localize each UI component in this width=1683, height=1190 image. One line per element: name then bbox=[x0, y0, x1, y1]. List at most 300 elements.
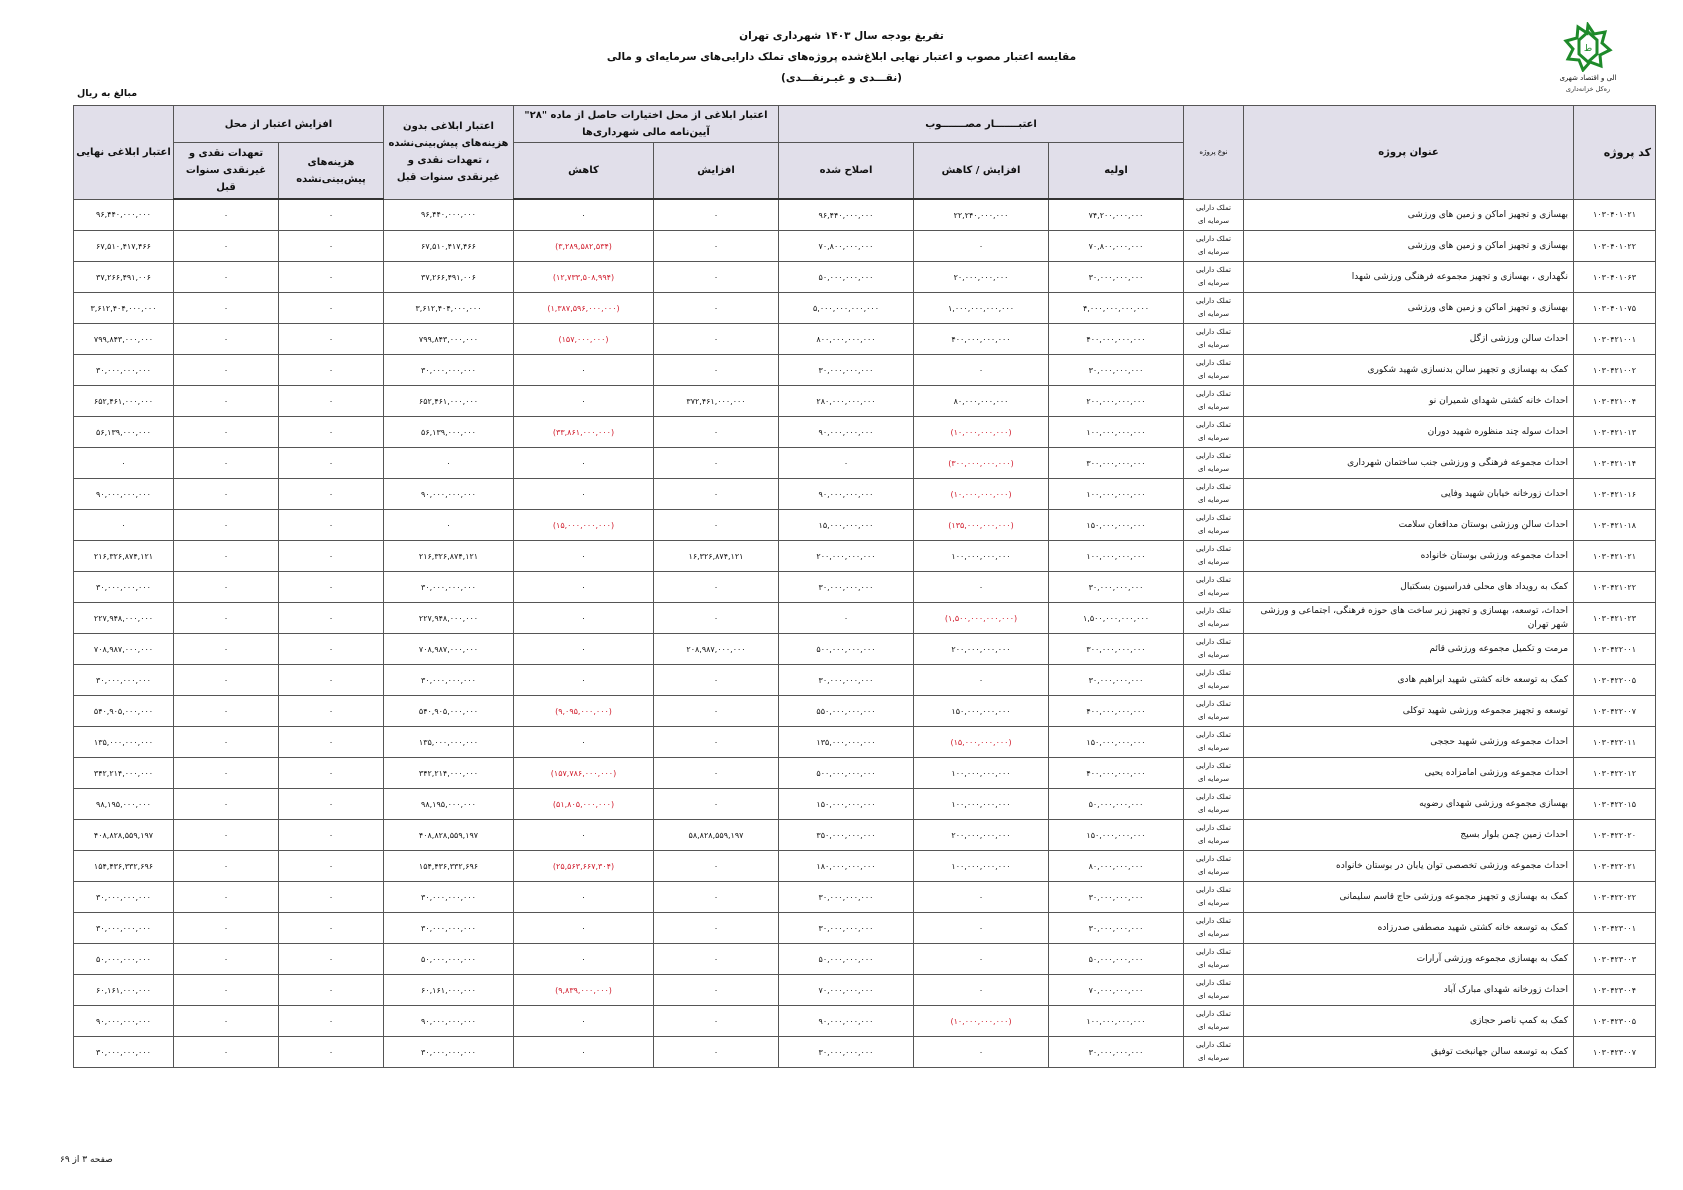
credit-without-unforeseen-cell: ۷۰۸,۹۸۷,۰۰۰,۰۰۰ bbox=[384, 634, 514, 665]
unforeseen-costs-cell: ۰ bbox=[279, 727, 384, 758]
credit-without-unforeseen-cell: ۳۴۲,۲۱۴,۰۰۰,۰۰۰ bbox=[384, 758, 514, 789]
project-title-cell: کمک به بهسازی و تجهیز مجموعه ورزشی حاج قاسم سلیمانی bbox=[1244, 882, 1574, 913]
prior-commitments-cell: ۰ bbox=[174, 882, 279, 913]
art28-increase-cell: ۰ bbox=[654, 448, 779, 479]
art28-decrease-cell: (۲۵,۵۶۳,۶۶۷,۳۰۴) bbox=[514, 851, 654, 882]
approved-initial-cell: ۷۴,۲۰۰,۰۰۰,۰۰۰ bbox=[1049, 199, 1184, 231]
approved-revised-cell: ۲۸۰,۰۰۰,۰۰۰,۰۰۰ bbox=[779, 386, 914, 417]
project-type-cell: تملک دارایی سرمایه ای bbox=[1184, 975, 1244, 1006]
table-row bbox=[74, 324, 1656, 355]
credit-without-unforeseen-cell: ۵۴۰,۹۰۵,۰۰۰,۰۰۰ bbox=[384, 696, 514, 727]
art28-decrease-cell: (۱۵۷,۰۰۰,۰۰۰) bbox=[514, 324, 654, 355]
project-title-cell: کمک به رویداد های محلی فدراسیون بسکتبال bbox=[1244, 572, 1574, 603]
project-type-cell: تملک دارایی سرمایه ای bbox=[1184, 665, 1244, 696]
approved-revised-cell: ۵۰۰,۰۰۰,۰۰۰,۰۰۰ bbox=[779, 634, 914, 665]
art28-increase-cell: ۱۶,۳۲۶,۸۷۴,۱۲۱ bbox=[654, 541, 779, 572]
project-title-cell: بهسازی و تجهیز اماکن و زمین های ورزشی bbox=[1244, 293, 1574, 324]
project-title-cell: احداث مجموعه ورزشی شهید حججی bbox=[1244, 727, 1574, 758]
municipality-logo bbox=[1533, 22, 1643, 95]
final-credit-cell: ۶۵۲,۴۶۱,۰۰۰,۰۰۰ bbox=[74, 386, 174, 417]
table-row bbox=[74, 448, 1656, 479]
unforeseen-costs-cell: ۰ bbox=[279, 820, 384, 851]
table-body bbox=[74, 199, 1656, 1068]
project-code-cell: ۱۰۳۰۴۲۲۰۲۰ bbox=[1574, 820, 1656, 851]
unforeseen-costs-cell: ۰ bbox=[279, 696, 384, 727]
approved-initial-cell: ۵۰,۰۰۰,۰۰۰,۰۰۰ bbox=[1049, 789, 1184, 820]
art28-decrease-cell: ۰ bbox=[514, 199, 654, 231]
prior-commitments-cell: ۰ bbox=[174, 510, 279, 541]
prior-commitments-cell: ۰ bbox=[174, 727, 279, 758]
col-header-art28-increase: افزایش bbox=[654, 143, 779, 200]
unforeseen-costs-cell: ۰ bbox=[279, 758, 384, 789]
final-credit-cell: ۲۲۷,۹۴۸,۰۰۰,۰۰۰ bbox=[74, 603, 174, 634]
project-title-cell: کمک به توسعه خانه کشتی شهید ابراهیم هادی bbox=[1244, 665, 1574, 696]
prior-commitments-cell: ۰ bbox=[174, 231, 279, 262]
art28-decrease-cell: (۱۲,۷۳۳,۵۰۸,۹۹۴) bbox=[514, 262, 654, 293]
prior-commitments-cell: ۰ bbox=[174, 324, 279, 355]
approved-revised-cell: ۵۰۰,۰۰۰,۰۰۰,۰۰۰ bbox=[779, 758, 914, 789]
art28-increase-cell: ۳۷۲,۴۶۱,۰۰۰,۰۰۰ bbox=[654, 386, 779, 417]
approved-change-cell: ۰ bbox=[914, 1037, 1049, 1068]
prior-commitments-cell: ۰ bbox=[174, 355, 279, 386]
art28-decrease-cell: ۰ bbox=[514, 355, 654, 386]
final-credit-cell: ۳۴۲,۲۱۴,۰۰۰,۰۰۰ bbox=[74, 758, 174, 789]
approved-change-cell: ۰ bbox=[914, 944, 1049, 975]
final-credit-cell: ۳۰,۰۰۰,۰۰۰,۰۰۰ bbox=[74, 1037, 174, 1068]
prior-commitments-cell: ۰ bbox=[174, 913, 279, 944]
art28-increase-cell: ۰ bbox=[654, 913, 779, 944]
table-row bbox=[74, 975, 1656, 1006]
approved-initial-cell: ۸۰,۰۰۰,۰۰۰,۰۰۰ bbox=[1049, 851, 1184, 882]
table-row bbox=[74, 541, 1656, 572]
art28-decrease-cell: (۱۵,۰۰۰,۰۰۰,۰۰۰) bbox=[514, 510, 654, 541]
project-code-cell: ۱۰۳۰۴۲۱۰۱۶ bbox=[1574, 479, 1656, 510]
approved-initial-cell: ۳۰۰,۰۰۰,۰۰۰,۰۰۰ bbox=[1049, 634, 1184, 665]
art28-decrease-cell: (۱۵۷,۷۸۶,۰۰۰,۰۰۰) bbox=[514, 758, 654, 789]
prior-commitments-cell: ۰ bbox=[174, 417, 279, 448]
approved-change-cell: ۱۵۰,۰۰۰,۰۰۰,۰۰۰ bbox=[914, 696, 1049, 727]
project-code-cell: ۱۰۳۰۴۲۳۰۰۳ bbox=[1574, 944, 1656, 975]
prior-commitments-cell: ۰ bbox=[174, 262, 279, 293]
project-type-cell: تملک دارایی سرمایه ای bbox=[1184, 199, 1244, 231]
final-credit-cell: ۳۰,۰۰۰,۰۰۰,۰۰۰ bbox=[74, 913, 174, 944]
title-line-3: (نقـــدی و غیـرنقـــدی) bbox=[781, 72, 902, 84]
approved-revised-cell: ۸۰۰,۰۰۰,۰۰۰,۰۰۰ bbox=[779, 324, 914, 355]
table-row bbox=[74, 944, 1656, 975]
art28-increase-cell: ۰ bbox=[654, 851, 779, 882]
art28-decrease-cell: ۰ bbox=[514, 572, 654, 603]
credit-without-unforeseen-cell: ۵۰,۰۰۰,۰۰۰,۰۰۰ bbox=[384, 944, 514, 975]
approved-revised-cell: ۹۰,۰۰۰,۰۰۰,۰۰۰ bbox=[779, 417, 914, 448]
credit-without-unforeseen-cell: ۳۰,۰۰۰,۰۰۰,۰۰۰ bbox=[384, 355, 514, 386]
unforeseen-costs-cell: ۰ bbox=[279, 572, 384, 603]
prior-commitments-cell: ۰ bbox=[174, 448, 279, 479]
table-row bbox=[74, 1006, 1656, 1037]
col-group-article28: اعتبار ابلاغی از محل اختیارات حاصل از ماده "۲۸" آیین‌نامه مالی شهرداری‌ها bbox=[514, 106, 779, 143]
approved-initial-cell: ۳۰,۰۰۰,۰۰۰,۰۰۰ bbox=[1049, 665, 1184, 696]
approved-change-cell: (۱۵,۰۰۰,۰۰۰,۰۰۰) bbox=[914, 727, 1049, 758]
art28-increase-cell: ۰ bbox=[654, 789, 779, 820]
approved-revised-cell: ۳۵۰,۰۰۰,۰۰۰,۰۰۰ bbox=[779, 820, 914, 851]
approved-revised-cell: ۳۰,۰۰۰,۰۰۰,۰۰۰ bbox=[779, 355, 914, 386]
approved-change-cell: ۱۰۰,۰۰۰,۰۰۰,۰۰۰ bbox=[914, 789, 1049, 820]
art28-decrease-cell: (۵۱,۸۰۵,۰۰۰,۰۰۰) bbox=[514, 789, 654, 820]
final-credit-cell: ۵۴۰,۹۰۵,۰۰۰,۰۰۰ bbox=[74, 696, 174, 727]
project-type-cell: تملک دارایی سرمایه ای bbox=[1184, 851, 1244, 882]
approved-change-cell: ۱۰۰,۰۰۰,۰۰۰,۰۰۰ bbox=[914, 851, 1049, 882]
project-code-cell: ۱۰۳۰۴۲۱۰۱۸ bbox=[1574, 510, 1656, 541]
logo-line-2: رەکل خزانەداری bbox=[1565, 85, 1611, 93]
approved-initial-cell: ۳۰,۰۰۰,۰۰۰,۰۰۰ bbox=[1049, 1037, 1184, 1068]
art28-decrease-cell: (۱,۳۸۷,۵۹۶,۰۰۰,۰۰۰) bbox=[514, 293, 654, 324]
project-title-cell: احداث، توسعه، بهسازی و تجهیز زیر ساخت های حوزه فرهنگی، اجتماعی و ورزشی شهر تهران bbox=[1244, 603, 1574, 634]
approved-initial-cell: ۱۵۰,۰۰۰,۰۰۰,۰۰۰ bbox=[1049, 510, 1184, 541]
project-type-cell: تملک دارایی سرمایه ای bbox=[1184, 1006, 1244, 1037]
prior-commitments-cell: ۰ bbox=[174, 696, 279, 727]
art28-decrease-cell: (۹,۸۳۹,۰۰۰,۰۰۰) bbox=[514, 975, 654, 1006]
table-row bbox=[74, 789, 1656, 820]
credit-without-unforeseen-cell: ۱۳۵,۰۰۰,۰۰۰,۰۰۰ bbox=[384, 727, 514, 758]
project-title-cell: بهسازی مجموعه ورزشی شهدای رضویه bbox=[1244, 789, 1574, 820]
final-credit-cell: ۳,۶۱۲,۴۰۴,۰۰۰,۰۰۰ bbox=[74, 293, 174, 324]
art28-decrease-cell: (۳,۲۸۹,۵۸۲,۵۳۴) bbox=[514, 231, 654, 262]
art28-increase-cell: ۰ bbox=[654, 262, 779, 293]
approved-initial-cell: ۲۰۰,۰۰۰,۰۰۰,۰۰۰ bbox=[1049, 386, 1184, 417]
credit-without-unforeseen-cell: ۰ bbox=[384, 510, 514, 541]
final-credit-cell: ۴۰۸,۸۲۸,۵۵۹,۱۹۷ bbox=[74, 820, 174, 851]
approved-change-cell: (۱,۵۰۰,۰۰۰,۰۰۰,۰۰۰) bbox=[914, 603, 1049, 634]
approved-revised-cell: ۱۵۰,۰۰۰,۰۰۰,۰۰۰ bbox=[779, 789, 914, 820]
art28-decrease-cell: ۰ bbox=[514, 882, 654, 913]
art28-decrease-cell: ۰ bbox=[514, 479, 654, 510]
project-code-cell: ۱۰۳۰۴۲۱۰۱۴ bbox=[1574, 448, 1656, 479]
credit-without-unforeseen-cell: ۳۷,۲۶۶,۴۹۱,۰۰۶ bbox=[384, 262, 514, 293]
approved-initial-cell: ۱۰۰,۰۰۰,۰۰۰,۰۰۰ bbox=[1049, 479, 1184, 510]
project-type-cell: تملک دارایی سرمایه ای bbox=[1184, 913, 1244, 944]
approved-initial-cell: ۵۰,۰۰۰,۰۰۰,۰۰۰ bbox=[1049, 944, 1184, 975]
project-code-cell: ۱۰۳۰۴۲۲۰۰۱ bbox=[1574, 634, 1656, 665]
approved-revised-cell: ۹۶,۴۴۰,۰۰۰,۰۰۰ bbox=[779, 199, 914, 231]
approved-initial-cell: ۱۰۰,۰۰۰,۰۰۰,۰۰۰ bbox=[1049, 541, 1184, 572]
art28-increase-cell: ۰ bbox=[654, 603, 779, 634]
project-title-cell: کمک به کمپ ناصر حجازی bbox=[1244, 1006, 1574, 1037]
final-credit-cell: ۱۳۵,۰۰۰,۰۰۰,۰۰۰ bbox=[74, 727, 174, 758]
approved-initial-cell: ۳۰,۰۰۰,۰۰۰,۰۰۰ bbox=[1049, 913, 1184, 944]
final-credit-cell: ۹۶,۴۴۰,۰۰۰,۰۰۰ bbox=[74, 199, 174, 231]
final-credit-cell: ۶۷,۵۱۰,۴۱۷,۴۶۶ bbox=[74, 231, 174, 262]
approved-revised-cell: ۰ bbox=[779, 448, 914, 479]
project-title-cell: احداث مجموعه فرهنگی و ورزشی جنب ساختمان شهرداری bbox=[1244, 448, 1574, 479]
credit-without-unforeseen-cell: ۹۶,۴۴۰,۰۰۰,۰۰۰ bbox=[384, 199, 514, 231]
unforeseen-costs-cell: ۰ bbox=[279, 231, 384, 262]
credit-without-unforeseen-cell: ۴۰۸,۸۲۸,۵۵۹,۱۹۷ bbox=[384, 820, 514, 851]
approved-initial-cell: ۴۰۰,۰۰۰,۰۰۰,۰۰۰ bbox=[1049, 696, 1184, 727]
final-credit-cell: ۷۹۹,۸۴۳,۰۰۰,۰۰۰ bbox=[74, 324, 174, 355]
approved-change-cell: ۱,۰۰۰,۰۰۰,۰۰۰,۰۰۰ bbox=[914, 293, 1049, 324]
project-code-cell: ۱۰۳۰۴۲۳۰۰۱ bbox=[1574, 913, 1656, 944]
approved-change-cell: ۰ bbox=[914, 913, 1049, 944]
approved-revised-cell: ۱۳۵,۰۰۰,۰۰۰,۰۰۰ bbox=[779, 727, 914, 758]
table-row bbox=[74, 479, 1656, 510]
final-credit-cell: ۹۰,۰۰۰,۰۰۰,۰۰۰ bbox=[74, 479, 174, 510]
final-credit-cell: ۳۰,۰۰۰,۰۰۰,۰۰۰ bbox=[74, 355, 174, 386]
prior-commitments-cell: ۰ bbox=[174, 789, 279, 820]
project-title-cell: کمک به بهسازی و تجهیز سالن بدنسازی شهید شکوری bbox=[1244, 355, 1574, 386]
final-credit-cell: ۹۰,۰۰۰,۰۰۰,۰۰۰ bbox=[74, 1006, 174, 1037]
approved-revised-cell: ۳۰,۰۰۰,۰۰۰,۰۰۰ bbox=[779, 572, 914, 603]
art28-increase-cell: ۰ bbox=[654, 882, 779, 913]
art28-increase-cell: ۵۸,۸۲۸,۵۵۹,۱۹۷ bbox=[654, 820, 779, 851]
credit-without-unforeseen-cell: ۲۲۷,۹۴۸,۰۰۰,۰۰۰ bbox=[384, 603, 514, 634]
approved-revised-cell: ۳۰,۰۰۰,۰۰۰,۰۰۰ bbox=[779, 665, 914, 696]
project-type-cell: تملک دارایی سرمایه ای bbox=[1184, 882, 1244, 913]
project-type-cell: تملک دارایی سرمایه ای bbox=[1184, 758, 1244, 789]
approved-revised-cell: ۱۵,۰۰۰,۰۰۰,۰۰۰ bbox=[779, 510, 914, 541]
project-type-cell: تملک دارایی سرمایه ای bbox=[1184, 603, 1244, 634]
approved-change-cell: (۱۰,۰۰۰,۰۰۰,۰۰۰) bbox=[914, 479, 1049, 510]
art28-increase-cell: ۰ bbox=[654, 727, 779, 758]
final-credit-cell: ۰ bbox=[74, 448, 174, 479]
approved-revised-cell: ۵۰,۰۰۰,۰۰۰,۰۰۰ bbox=[779, 262, 914, 293]
prior-commitments-cell: ۰ bbox=[174, 1006, 279, 1037]
approved-change-cell: ۰ bbox=[914, 355, 1049, 386]
project-code-cell: ۱۰۳۰۴۲۳۰۰۵ bbox=[1574, 1006, 1656, 1037]
approved-change-cell: ۸۰,۰۰۰,۰۰۰,۰۰۰ bbox=[914, 386, 1049, 417]
project-type-cell: تملک دارایی سرمایه ای bbox=[1184, 944, 1244, 975]
final-credit-cell: ۵۰,۰۰۰,۰۰۰,۰۰۰ bbox=[74, 944, 174, 975]
prior-commitments-cell: ۰ bbox=[174, 1037, 279, 1068]
col-group-approved: اعتبـــــــار مصـــــــوب bbox=[779, 106, 1184, 143]
project-code-cell: ۱۰۳۰۴۲۲۰۱۵ bbox=[1574, 789, 1656, 820]
table-row bbox=[74, 1037, 1656, 1068]
project-title-cell: احداث مجموعه ورزشی بوستان خانواده bbox=[1244, 541, 1574, 572]
project-code-cell: ۱۰۳۰۴۲۱۰۲۲ bbox=[1574, 572, 1656, 603]
final-credit-cell: ۳۰,۰۰۰,۰۰۰,۰۰۰ bbox=[74, 572, 174, 603]
table-row bbox=[74, 758, 1656, 789]
unforeseen-costs-cell: ۰ bbox=[279, 293, 384, 324]
table-row bbox=[74, 510, 1656, 541]
col-header-code: کد پروژه bbox=[1574, 106, 1656, 200]
approved-initial-cell: ۳۰,۰۰۰,۰۰۰,۰۰۰ bbox=[1049, 572, 1184, 603]
art28-decrease-cell: ۰ bbox=[514, 944, 654, 975]
unforeseen-costs-cell: ۰ bbox=[279, 479, 384, 510]
art28-increase-cell: ۰ bbox=[654, 1037, 779, 1068]
final-credit-cell: ۳۰,۰۰۰,۰۰۰,۰۰۰ bbox=[74, 882, 174, 913]
project-code-cell: ۱۰۳۰۴۲۲۰۰۷ bbox=[1574, 696, 1656, 727]
table-row bbox=[74, 634, 1656, 665]
approved-revised-cell: ۹۰,۰۰۰,۰۰۰,۰۰۰ bbox=[779, 1006, 914, 1037]
unforeseen-costs-cell: ۰ bbox=[279, 1006, 384, 1037]
unforeseen-costs-cell: ۰ bbox=[279, 913, 384, 944]
approved-change-cell: ۲۲,۲۴۰,۰۰۰,۰۰۰ bbox=[914, 199, 1049, 231]
art28-increase-cell: ۰ bbox=[654, 758, 779, 789]
art28-increase-cell: ۰ bbox=[654, 696, 779, 727]
table-row bbox=[74, 355, 1656, 386]
art28-increase-cell: ۰ bbox=[654, 665, 779, 696]
art28-decrease-cell: (۳۳,۸۶۱,۰۰۰,۰۰۰) bbox=[514, 417, 654, 448]
approved-change-cell: ۲۰۰,۰۰۰,۰۰۰,۰۰۰ bbox=[914, 634, 1049, 665]
project-code-cell: ۱۰۳۰۴۲۱۰۱۳ bbox=[1574, 417, 1656, 448]
unforeseen-costs-cell: ۰ bbox=[279, 944, 384, 975]
art28-increase-cell: ۰ bbox=[654, 479, 779, 510]
project-type-cell: تملک دارایی سرمایه ای bbox=[1184, 293, 1244, 324]
approved-initial-cell: ۳۰۰,۰۰۰,۰۰۰,۰۰۰ bbox=[1049, 448, 1184, 479]
approved-change-cell: ۰ bbox=[914, 231, 1049, 262]
approved-initial-cell: ۴۰۰,۰۰۰,۰۰۰,۰۰۰ bbox=[1049, 758, 1184, 789]
approved-change-cell: (۱۰,۰۰۰,۰۰۰,۰۰۰) bbox=[914, 417, 1049, 448]
project-code-cell: ۱۰۳۰۴۲۱۰۰۲ bbox=[1574, 355, 1656, 386]
approved-revised-cell: ۳۰,۰۰۰,۰۰۰,۰۰۰ bbox=[779, 882, 914, 913]
art28-decrease-cell: ۰ bbox=[514, 913, 654, 944]
project-title-cell: بهسازی و تجهیز اماکن و زمین های ورزشی bbox=[1244, 199, 1574, 231]
art28-increase-cell: ۰ bbox=[654, 293, 779, 324]
credit-without-unforeseen-cell: ۶۰,۱۶۱,۰۰۰,۰۰۰ bbox=[384, 975, 514, 1006]
project-title-cell: مرمت و تکمیل مجموعه ورزشی قائم bbox=[1244, 634, 1574, 665]
table-row bbox=[74, 293, 1656, 324]
currency-unit-note: مبالغ به ریال bbox=[77, 88, 138, 99]
approved-revised-cell: ۵۰,۰۰۰,۰۰۰,۰۰۰ bbox=[779, 944, 914, 975]
project-type-cell: تملک دارایی سرمایه ای bbox=[1184, 417, 1244, 448]
col-header-change: افزایش / کاهش bbox=[914, 143, 1049, 200]
prior-commitments-cell: ۰ bbox=[174, 634, 279, 665]
col-header-initial: اولیه bbox=[1049, 143, 1184, 200]
art28-increase-cell: ۰ bbox=[654, 510, 779, 541]
col-header-unforeseen: هزینه‌های پیش‌بینی‌نشده bbox=[279, 143, 384, 200]
final-credit-cell: ۰ bbox=[74, 510, 174, 541]
table-row bbox=[74, 696, 1656, 727]
approved-initial-cell: ۱,۵۰۰,۰۰۰,۰۰۰,۰۰۰ bbox=[1049, 603, 1184, 634]
prior-commitments-cell: ۰ bbox=[174, 944, 279, 975]
approved-change-cell: ۰ bbox=[914, 572, 1049, 603]
art28-decrease-cell: (۹,۰۹۵,۰۰۰,۰۰۰) bbox=[514, 696, 654, 727]
project-type-cell: تملک دارایی سرمایه ای bbox=[1184, 355, 1244, 386]
unforeseen-costs-cell: ۰ bbox=[279, 665, 384, 696]
approved-change-cell: ۰ bbox=[914, 665, 1049, 696]
project-type-cell: تملک دارایی سرمایه ای bbox=[1184, 262, 1244, 293]
table-row bbox=[74, 417, 1656, 448]
table-row bbox=[74, 199, 1656, 231]
art28-decrease-cell: ۰ bbox=[514, 634, 654, 665]
prior-commitments-cell: ۰ bbox=[174, 975, 279, 1006]
col-header-title: عنوان پروژه bbox=[1244, 106, 1574, 200]
project-code-cell: ۱۰۳۰۴۰۱۰۶۳ bbox=[1574, 262, 1656, 293]
final-credit-cell: ۷۰۸,۹۸۷,۰۰۰,۰۰۰ bbox=[74, 634, 174, 665]
project-type-cell: تملک دارایی سرمایه ای bbox=[1184, 541, 1244, 572]
table-row bbox=[74, 386, 1656, 417]
final-credit-cell: ۲۱۶,۳۲۶,۸۷۴,۱۲۱ bbox=[74, 541, 174, 572]
project-type-cell: تملک دارایی سرمایه ای bbox=[1184, 448, 1244, 479]
prior-commitments-cell: ۰ bbox=[174, 479, 279, 510]
final-credit-cell: ۱۵۴,۴۳۶,۳۳۲,۶۹۶ bbox=[74, 851, 174, 882]
art28-decrease-cell: ۰ bbox=[514, 386, 654, 417]
approved-change-cell: ۰ bbox=[914, 975, 1049, 1006]
project-type-cell: تملک دارایی سرمایه ای bbox=[1184, 231, 1244, 262]
table-row bbox=[74, 882, 1656, 913]
title-line-2: مقایسه اعتبار مصوب و اعتبار نهایی ابلاغ‌شده پروژه‌های تملک دارایی‌های سرمایه‌ای و مالی bbox=[606, 51, 1077, 63]
credit-without-unforeseen-cell: ۰ bbox=[384, 448, 514, 479]
prior-commitments-cell: ۰ bbox=[174, 851, 279, 882]
art28-increase-cell: ۰ bbox=[654, 572, 779, 603]
approved-revised-cell: ۹۰,۰۰۰,۰۰۰,۰۰۰ bbox=[779, 479, 914, 510]
unforeseen-costs-cell: ۰ bbox=[279, 789, 384, 820]
credit-without-unforeseen-cell: ۲۱۶,۳۲۶,۸۷۴,۱۲۱ bbox=[384, 541, 514, 572]
unforeseen-costs-cell: ۰ bbox=[279, 262, 384, 293]
approved-initial-cell: ۱۰۰,۰۰۰,۰۰۰,۰۰۰ bbox=[1049, 417, 1184, 448]
unforeseen-costs-cell: ۰ bbox=[279, 199, 384, 231]
table-row bbox=[74, 820, 1656, 851]
unforeseen-costs-cell: ۰ bbox=[279, 634, 384, 665]
credit-without-unforeseen-cell: ۶۵۲,۴۶۱,۰۰۰,۰۰۰ bbox=[384, 386, 514, 417]
final-credit-cell: ۵۶,۱۳۹,۰۰۰,۰۰۰ bbox=[74, 417, 174, 448]
approved-initial-cell: ۳۰,۰۰۰,۰۰۰,۰۰۰ bbox=[1049, 882, 1184, 913]
approved-change-cell: ۰ bbox=[914, 882, 1049, 913]
prior-commitments-cell: ۰ bbox=[174, 541, 279, 572]
project-title-cell: کمک به بهسازی مجموعه ورزشی آرارات bbox=[1244, 944, 1574, 975]
approved-revised-cell: ۵,۰۰۰,۰۰۰,۰۰۰,۰۰۰ bbox=[779, 293, 914, 324]
art28-increase-cell: ۰ bbox=[654, 417, 779, 448]
art28-decrease-cell: ۰ bbox=[514, 820, 654, 851]
approved-revised-cell: ۷۰,۸۰۰,۰۰۰,۰۰۰ bbox=[779, 231, 914, 262]
project-type-cell: تملک دارایی سرمایه ای bbox=[1184, 820, 1244, 851]
project-title-cell: احداث سالن ورزشی ازگل bbox=[1244, 324, 1574, 355]
project-type-cell: تملک دارایی سرمایه ای bbox=[1184, 696, 1244, 727]
project-title-cell: احداث خانه کشتی شهدای شمیران نو bbox=[1244, 386, 1574, 417]
approved-change-cell: (۳۰۰,۰۰۰,۰۰۰,۰۰۰) bbox=[914, 448, 1049, 479]
art28-increase-cell: ۰ bbox=[654, 355, 779, 386]
approved-initial-cell: ۴۰۰,۰۰۰,۰۰۰,۰۰۰ bbox=[1049, 324, 1184, 355]
col-group-increase-source: افزایش اعتبار از محل bbox=[174, 106, 384, 143]
art28-decrease-cell: ۰ bbox=[514, 603, 654, 634]
project-type-cell: تملک دارایی سرمایه ای bbox=[1184, 634, 1244, 665]
prior-commitments-cell: ۰ bbox=[174, 572, 279, 603]
col-header-art28-decrease: کاهش bbox=[514, 143, 654, 200]
approved-revised-cell: ۳۰,۰۰۰,۰۰۰,۰۰۰ bbox=[779, 913, 914, 944]
unforeseen-costs-cell: ۰ bbox=[279, 324, 384, 355]
approved-initial-cell: ۱۵۰,۰۰۰,۰۰۰,۰۰۰ bbox=[1049, 820, 1184, 851]
prior-commitments-cell: ۰ bbox=[174, 820, 279, 851]
logo-line-1: الی و اقتصاد شهری bbox=[1559, 74, 1617, 82]
page-number: صفحه ۳ از ۶۹ bbox=[60, 1155, 113, 1165]
approved-change-cell: ۴۰۰,۰۰۰,۰۰۰,۰۰۰ bbox=[914, 324, 1049, 355]
approved-change-cell: ۲۰,۰۰۰,۰۰۰,۰۰۰ bbox=[914, 262, 1049, 293]
unforeseen-costs-cell: ۰ bbox=[279, 541, 384, 572]
approved-change-cell: ۱۰۰,۰۰۰,۰۰۰,۰۰۰ bbox=[914, 758, 1049, 789]
project-title-cell: احداث مجموعه ورزشی امامزاده یحیی bbox=[1244, 758, 1574, 789]
col-header-without-unforeseen: اعتبار ابلاغی بدون هزینه‌های پیش‌بینی‌نشده ، تعهدات نقدی و غیرنقدی سنوات قبل bbox=[384, 106, 514, 200]
credit-without-unforeseen-cell: ۷۹۹,۸۴۳,۰۰۰,۰۰۰ bbox=[384, 324, 514, 355]
col-header-final: اعتبار ابلاغی نهایی bbox=[74, 106, 174, 200]
project-code-cell: ۱۰۳۰۴۲۲۰۰۵ bbox=[1574, 665, 1656, 696]
prior-commitments-cell: ۰ bbox=[174, 758, 279, 789]
title-line-1: تفریغ بودجه سال ۱۴۰۳ شهرداری تهران bbox=[739, 30, 944, 42]
col-header-prior-commitments: تعهدات نقدی و غیرنقدی سنوات قبل bbox=[174, 143, 279, 200]
prior-commitments-cell: ۰ bbox=[174, 665, 279, 696]
unforeseen-costs-cell: ۰ bbox=[279, 851, 384, 882]
project-code-cell: ۱۰۳۰۴۲۱۰۰۱ bbox=[1574, 324, 1656, 355]
art28-increase-cell: ۰ bbox=[654, 944, 779, 975]
svg-text:ط: ط bbox=[1583, 44, 1593, 54]
unforeseen-costs-cell: ۰ bbox=[279, 386, 384, 417]
approved-initial-cell: ۱۰۰,۰۰۰,۰۰۰,۰۰۰ bbox=[1049, 1006, 1184, 1037]
table-row bbox=[74, 913, 1656, 944]
credit-without-unforeseen-cell: ۱۵۴,۴۳۶,۳۳۲,۶۹۶ bbox=[384, 851, 514, 882]
art28-decrease-cell: ۰ bbox=[514, 727, 654, 758]
project-title-cell: نگهداری ، بهسازی و تجهیز مجموعه فرهنگی ورزشی شهدا bbox=[1244, 262, 1574, 293]
art28-decrease-cell: ۰ bbox=[514, 1006, 654, 1037]
approved-initial-cell: ۳۰,۰۰۰,۰۰۰,۰۰۰ bbox=[1049, 262, 1184, 293]
project-title-cell: توسعه و تجهیز مجموعه ورزشی شهید توکلی bbox=[1244, 696, 1574, 727]
project-code-cell: ۱۰۳۰۴۲۳۰۰۴ bbox=[1574, 975, 1656, 1006]
